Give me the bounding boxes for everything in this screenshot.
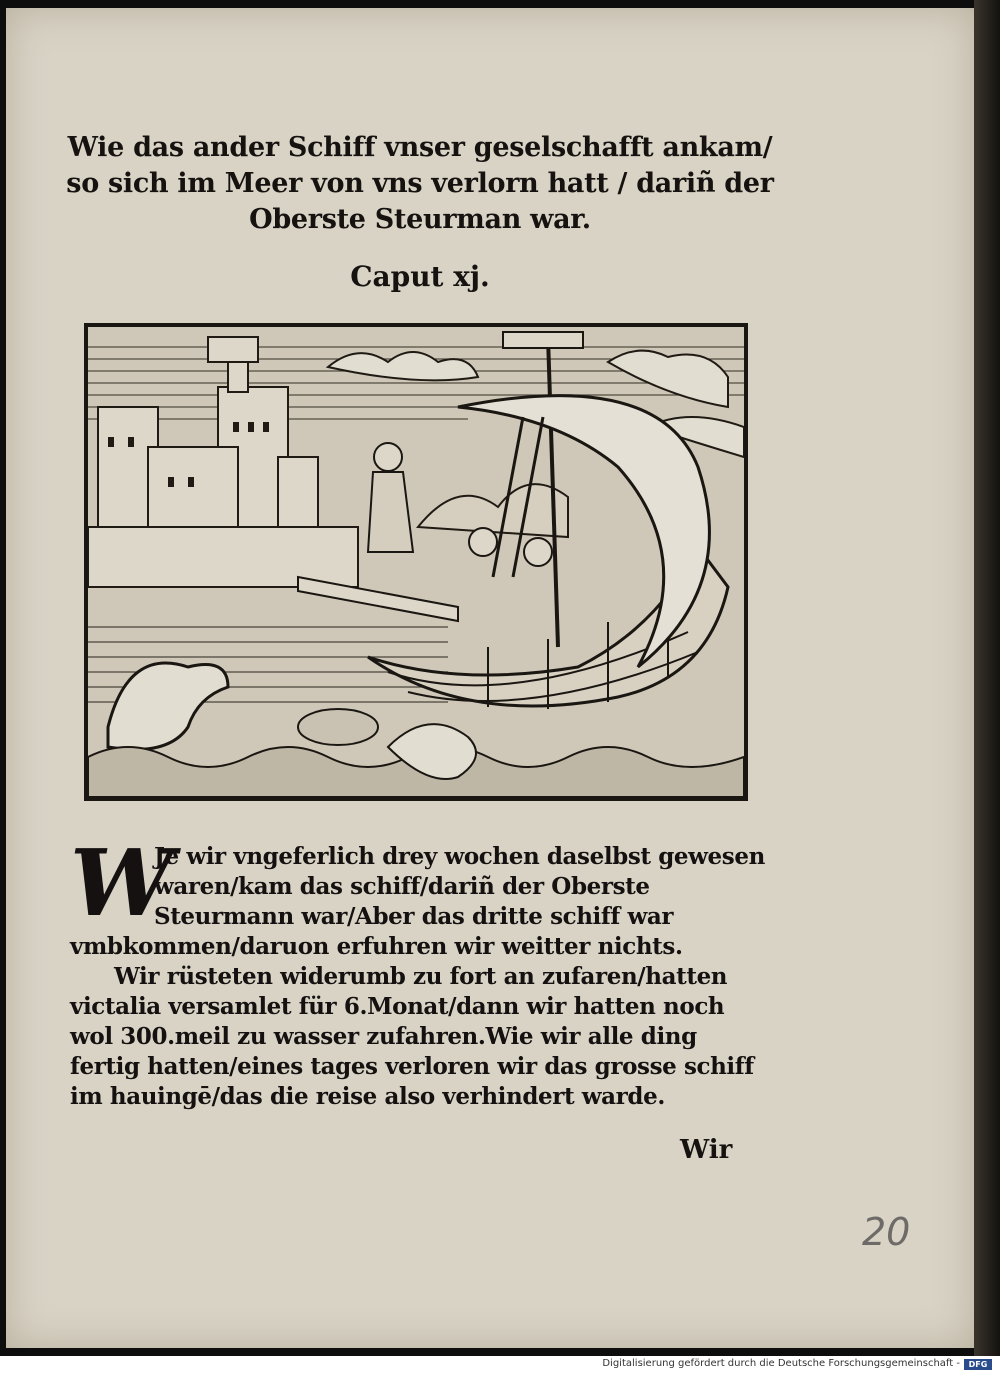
catchword: Wir [680,1135,733,1165]
heading-line-3: Oberste Steurman war. [249,204,591,235]
paragraph-1-text: Je wir vngeferlich drey wochen daselbst gewesen waren/kam das schiff/dariñ der Oberste Steurmann war/Aber das dritte schiff war vmbkommen/daruon erfuhren wir weitter nichts. [70,843,765,960]
chapter-number: Caput xj. [350,260,490,293]
woodcut-illustration [84,323,748,801]
paragraph-1 [70,829,770,962]
drop-cap-initial: W [70,829,173,937]
pencil-folio-number: 20 [862,1210,911,1254]
paragraph-2: Wir rüsteten widerumb zu fort an zufaren/hatten victalia versamlet für 6.Monat/dann wir hatten noch wol 300.meil zu wasser zufahren.Wie wir alle ding fertig hatten/eines tages verloren wir das grosse schiff im hauingē/das die reise also verhindert warde. [70,963,754,1110]
body-text [70,829,770,1112]
footer-credit: Digitalisierung gefördert durch die Deutsche Forschungsgemeinschaft - [602,1358,960,1369]
dfg-logo: DFG [964,1359,992,1370]
page-edge [974,0,1000,1356]
ship-woodcut-image [88,327,744,797]
chapter-heading [60,130,780,238]
heading-line-2: so sich im Meer von vns verlorn hatt / dariñ der [66,168,774,199]
heading-line-1: Wie das ander Schiff vnser geselschafft ankam/ [67,132,773,163]
